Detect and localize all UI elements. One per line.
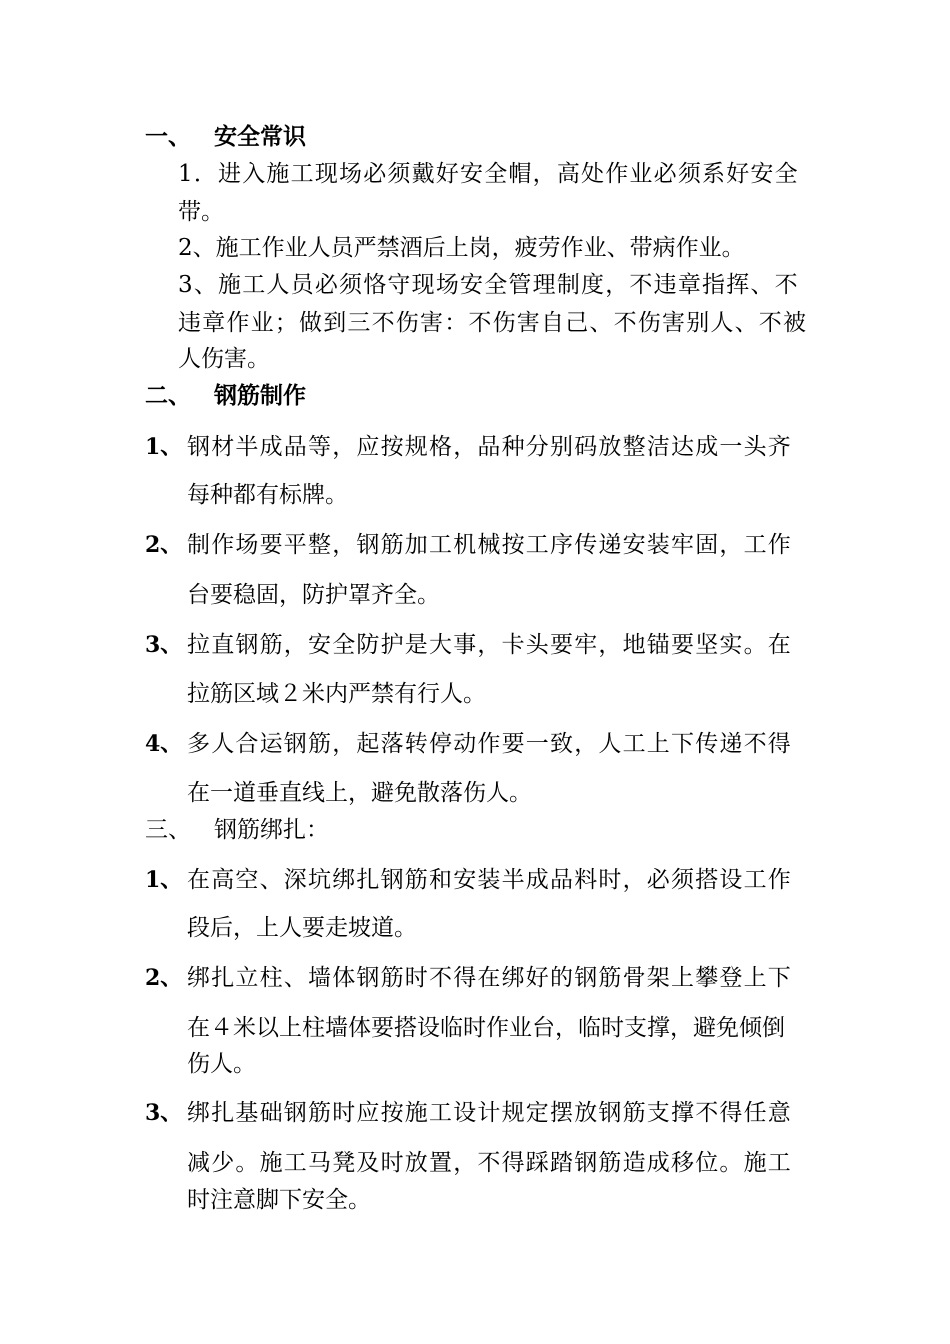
section-3-number: 三、 xyxy=(145,817,191,843)
list-item-line: 制作场要平整，钢筋加工机械按工序传递安装牢固，工作 xyxy=(187,532,792,558)
list-item-line: 伤人。 xyxy=(187,1051,256,1077)
section-2-number: 二、 xyxy=(145,382,191,409)
list-item-line: 减少。施工马凳及时放置，不得踩踏钢筋造成移位。施工 xyxy=(187,1150,792,1176)
list-item-number: 2、 xyxy=(145,965,183,991)
list-item-number: 3、 xyxy=(145,1100,183,1126)
list-item-number: 3、 xyxy=(145,632,183,658)
list-item-line: 台要稳固，防护罩齐全。 xyxy=(187,582,440,608)
list-item-line: 在４米以上柱墙体要搭设临时作业台，临时支撑，避免倾倒 xyxy=(187,1015,785,1041)
list-item-line: 在高空、深坑绑扎钢筋和安装半成品料时，必须搭设工作 xyxy=(187,867,792,893)
list-item-line: 绑扎基础钢筋时应按施工设计规定摆放钢筋支撑不得任意 xyxy=(187,1100,792,1126)
section-3-title: 钢筋绑扎： xyxy=(214,817,329,843)
list-item-line: 时注意脚下安全。 xyxy=(187,1187,371,1213)
paragraph-line: 2、施工作业人员严禁酒后上岗，疲劳作业、带病作业。 xyxy=(178,235,745,261)
paragraph-line: 人伤害。 xyxy=(178,346,270,372)
list-item-line: 拉直钢筋，安全防护是大事，卡头要牢，地锚要坚实。在 xyxy=(187,632,792,658)
list-item-line: 拉筋区域２米内严禁有行人。 xyxy=(187,681,486,707)
list-item-line: 钢材半成品等，应按规格，品种分别码放整洁达成一头齐 xyxy=(187,434,792,460)
list-item-number: 1、 xyxy=(145,867,183,893)
list-item-number: 1、 xyxy=(145,434,183,460)
section-2-title: 钢筋制作 xyxy=(214,382,306,409)
paragraph-line: 3、施工人员必须恪守现场安全管理制度，不违章指挥、不 xyxy=(178,272,799,298)
list-item-line: 绑扎立柱、墙体钢筋时不得在绑好的钢筋骨架上攀登上下 xyxy=(187,965,792,991)
list-item-line: 在一道垂直线上，避免散落伤人。 xyxy=(187,780,532,806)
list-item-line: 多人合运钢筋，起落转停动作要一致，人工上下传递不得 xyxy=(187,731,792,757)
paragraph-line: 1．进入施工现场必须戴好安全帽，高处作业必须系好安全 xyxy=(178,161,799,187)
list-item-line: 每种都有标牌。 xyxy=(187,482,348,508)
list-item-number: 2、 xyxy=(145,532,183,558)
section-1-number: 一、 xyxy=(145,123,191,150)
list-item-line: 段后，上人要走坡道。 xyxy=(187,915,417,941)
paragraph-line: 带。 xyxy=(178,199,224,225)
section-1-title: 安全常识 xyxy=(214,123,306,150)
paragraph-line: 违章作业；做到三不伤害：不伤害自己、不伤害别人、不被 xyxy=(178,310,808,336)
list-item-number: 4、 xyxy=(145,731,183,757)
